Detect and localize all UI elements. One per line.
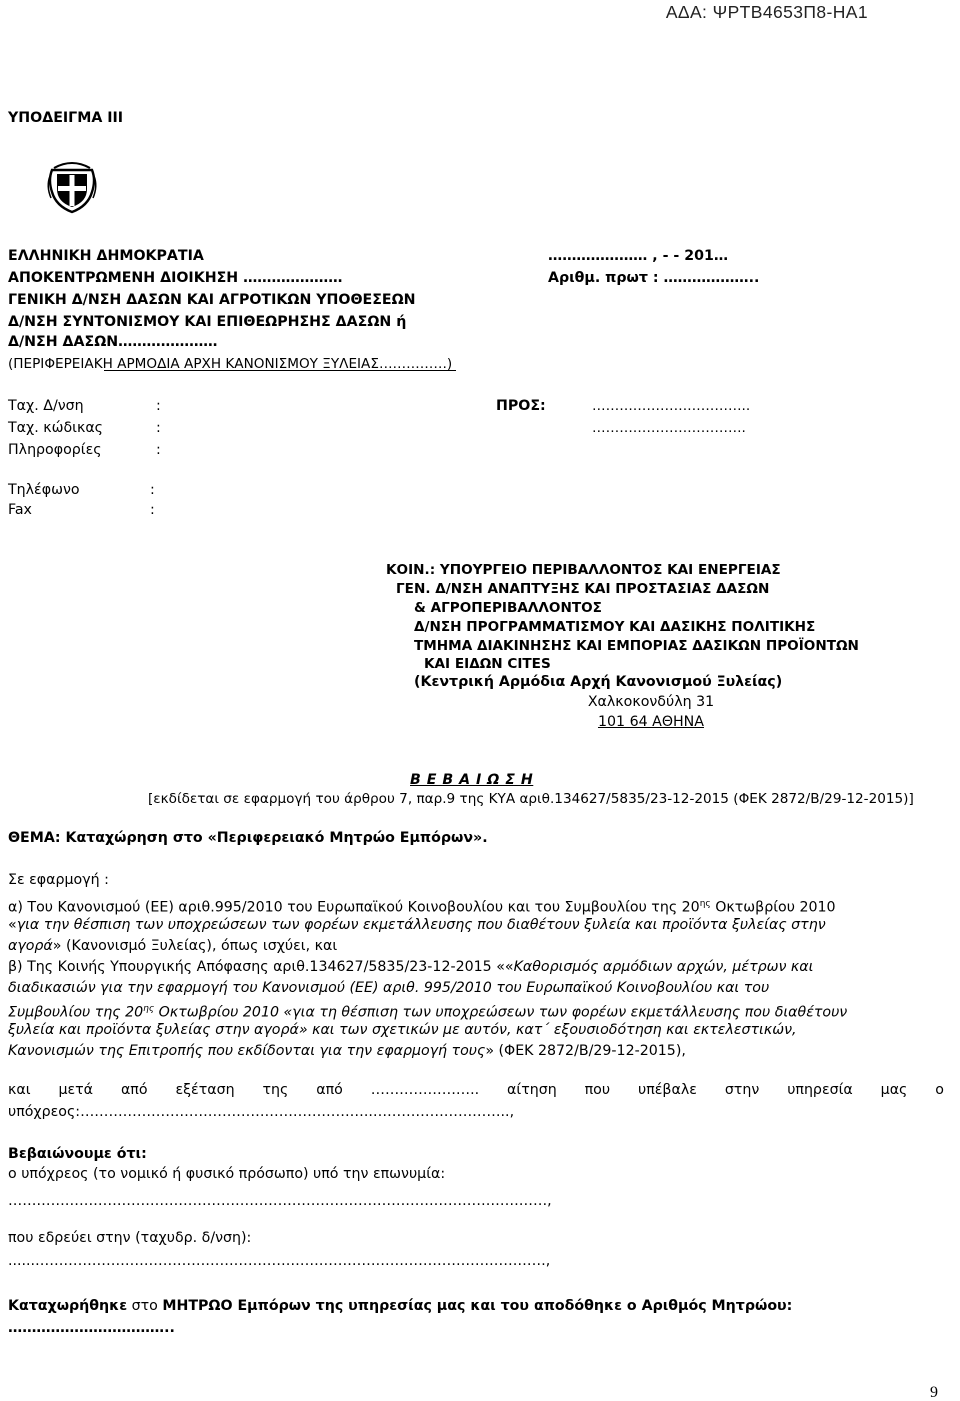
subject-line: ΘΕΜΑ: Καταχώρηση στο «Περιφερειακό Μητρώο Εμπόρων». bbox=[8, 830, 488, 846]
contact-fax-sep: : bbox=[150, 502, 155, 518]
contact-info-sep: : bbox=[156, 442, 161, 458]
header-divider bbox=[104, 370, 456, 371]
registered-bold-1: Καταχωρήθηκε bbox=[8, 1298, 128, 1314]
koin-label: ΚΟΙΝ.: bbox=[386, 562, 436, 578]
contact-phone-label: Τηλέφωνο bbox=[8, 482, 80, 498]
header-line-1: ΕΛΛΗΝΙΚΗ ΔΗΜΟΚΡΑΤΙΑ bbox=[8, 248, 204, 264]
gen-label: ΓΕΝ. bbox=[396, 581, 431, 597]
registered-line bbox=[8, 1298, 792, 1314]
gen-line bbox=[396, 581, 769, 597]
contact-fax-label: Fax bbox=[8, 502, 32, 518]
para-b-text-1: β) Της Κοινής Υπουργικής Απόφασης αριθ.134627/5835/23-12-2015 «« bbox=[8, 959, 514, 975]
greek-coat-of-arms-icon bbox=[44, 156, 100, 216]
contact-phone-sep: : bbox=[150, 482, 155, 498]
after-review-line-1: και μετά από εξέταση της από ………………….. αίτηση που υπέβαλε στην υπηρεσία μας ο bbox=[8, 1082, 944, 1098]
header-line-4: Δ/ΝΣΗ ΣΥΝΤΟΝΙΣΜΟΥ ΚΑΙ ΕΠΙΘΕΩΡΗΣΗΣ ΔΑΣΩΝ ή bbox=[8, 314, 407, 330]
para-a-quote-open: « bbox=[8, 917, 17, 933]
contact-info-label: Πληροφορίες bbox=[8, 442, 102, 458]
para-b-line-2: διαδικασιών για την εφαρμογή του Κανονισμού (ΕΕ) αριθ. 995/2010 του Ευρωπαϊκού Κοινοβουλίου και του bbox=[8, 980, 770, 996]
seat-line: που εδρεύει στην (ταχυδρ. δ/νση): bbox=[8, 1230, 252, 1246]
para-a-text-1b: Οκτωβρίου 2010 bbox=[710, 899, 836, 916]
para-a-line-3 bbox=[8, 935, 954, 957]
contact-address-label: Ταχ. Δ/νση bbox=[8, 398, 84, 414]
para-a-text-1: α) Του Κανονισμού (ΕΕ) αριθ.995/2010 του Ευρωπαϊκού Κοινοβουλίου και του Συμβουλίου της 20 bbox=[8, 899, 700, 916]
contact-postcode-label: Ταχ. κώδικας bbox=[8, 420, 103, 436]
koin-ministry: ΥΠΟΥΡΓΕΙΟ ΠΕΡΙΒΑΛΛΟΝΤΟΣ ΚΑΙ ΕΝΕΡΓΕΙΑΣ bbox=[439, 562, 781, 578]
protocol-number-line: Αριθμ. πρωτ : ……………….. bbox=[548, 270, 760, 286]
para-b-italic-5: Κανονισμών της Επιτροπής που εκδίδονται για την εφαρμογή τους bbox=[8, 1043, 486, 1059]
department-line-2: ΚΑΙ ΕΙΔΩΝ CITES bbox=[424, 656, 551, 672]
page-number: 9 bbox=[930, 1384, 938, 1401]
recipient-dots-1: …………………………….. bbox=[592, 398, 751, 414]
obligor-line: ο υπόχρεος (το νομικό ή φυσικό πρόσωπο) υπό την επωνυμία: bbox=[8, 1166, 446, 1182]
applying-label: Σε εφαρμογή : bbox=[8, 872, 109, 888]
para-b-italic-3b: Οκτωβρίου 2010 «για τη θέσπιση των υποχρεώσεων των φορέων εκμετάλλευσης που διαθέτουν bbox=[154, 1004, 848, 1021]
contact-address-sep: : bbox=[156, 398, 161, 414]
para-b-sup: ης bbox=[143, 1004, 155, 1014]
certify-label: Βεβαιώνουμε ότι: bbox=[8, 1146, 147, 1162]
recipient-dots-2: ……………………………. bbox=[592, 420, 746, 436]
date-line: ………………… , - - 201… bbox=[548, 248, 729, 264]
registered-plain: στο bbox=[127, 1298, 163, 1314]
para-b-line-1 bbox=[8, 956, 954, 978]
para-a-sup: ης bbox=[699, 899, 711, 909]
para-a-text-3: » (Κανονισμό Ξυλείας), όπως ισχύει, και bbox=[52, 938, 338, 954]
gen-directorate: Δ/ΝΣΗ ΑΝΑΠΤΥΞΗΣ ΚΑΙ ΠΡΟΣΤΑΣΙΑΣ ΔΑΣΩΝ bbox=[435, 581, 770, 597]
obligor-dots: ……………………………………………………………………………………………………, bbox=[8, 1193, 552, 1209]
para-a-italic-3: αγορά bbox=[8, 938, 53, 954]
para-b-italic-1: Καθορισμός αρμόδιων αρχών, μέτρων και bbox=[513, 959, 814, 975]
contact-postcode-sep: : bbox=[156, 420, 161, 436]
seat-dots: ......………………………………………………………………………………………………, bbox=[8, 1253, 551, 1269]
header-line-2: ΑΠΟΚΕΝΤΡΩΜΕΝΗ ΔΙΟΙΚΗΣΗ ………………… bbox=[8, 270, 343, 286]
central-authority: (Κεντρική Αρμόδια Αρχή Κανονισμού Ξυλείας) bbox=[414, 674, 783, 690]
gen-directorate-2: & ΑΓΡΟΠΕΡΙΒΑΛΛΟΝΤΟΣ bbox=[414, 600, 602, 616]
registered-bold-2: ΜΗΤΡΩΟ Εμπόρων της υπηρεσίας μας και του αποδόθηκε ο Αριθμός Μητρώου: bbox=[162, 1298, 793, 1314]
para-a-italic-2: για την θέσπιση των υποχρεώσεων των φορέων εκμετάλλευσης που διαθέτουν ξυλεία και προϊόντα ξυλείας στην bbox=[16, 917, 826, 933]
para-b-line-5 bbox=[8, 1040, 954, 1062]
header-line-3: ΓΕΝΙΚΗ Δ/ΝΣΗ ΔΑΣΩΝ ΚΑΙ ΑΓΡΟΤΙΚΩΝ ΥΠΟΘΕΣΕΩΝ bbox=[8, 292, 416, 308]
para-a-line-2 bbox=[8, 914, 954, 936]
header-regional-authority: (ΠΕΡΙΦΕΡΕΙΑΚΗ ΑΡΜΟΔΙΑ ΑΡΧΗ ΚΑΝΟΝΙΣΜΟΥ ΞΥΛΕΙΑΣ……………) bbox=[8, 356, 453, 372]
ada-watermark: ΑΔΑ: ΨΡΤΒ4653Π8-ΗΑ1 bbox=[665, 2, 868, 22]
para-b-line-4: ξυλεία και προϊόντα ξυλείας στην αγορά» και των σχετικών με αυτόν, κατ΄ εξουσιοδότηση και εκτελεστικών, bbox=[8, 1022, 797, 1038]
recipient-label: ΠΡΟΣ: bbox=[496, 398, 546, 414]
document-title: ΥΠΟΔΕΙΓΜΑ ΙΙΙ bbox=[8, 110, 124, 126]
para-b-italic-3a: Συμβουλίου της 20 bbox=[8, 1004, 144, 1021]
koin-line bbox=[386, 562, 781, 578]
directorate-line: Δ/ΝΣΗ ΠΡΟΓΡΑΜΜΑΤΙΣΜΟΥ ΚΑΙ ΔΑΣΙΚΗΣ ΠΟΛΙΤΙΚΗΣ bbox=[414, 619, 816, 635]
certificate-reference: [εκδίδεται σε εφαρμογή του άρθρου 7, παρ.9 της ΚΥΑ αριθ.134627/5835/23-12-2015 (ΦΕΚ 2872/Β/29-12-2015)] bbox=[148, 791, 914, 807]
certificate-title: Β Ε Β Α Ι Ω Σ Η bbox=[410, 772, 534, 788]
para-b-text-5: » (ΦΕΚ 2872/Β/29-12-2015), bbox=[485, 1043, 686, 1059]
address-city: 101 64 ΑΘΗΝΑ bbox=[597, 714, 704, 730]
header-line-5: Δ/ΝΣΗ ΔΑΣΩΝ………………… bbox=[8, 334, 218, 350]
address-street: Χαλκοκονδύλη 31 bbox=[587, 694, 715, 710]
after-review-line-2: υπόχρεος:……………………………………………………..……………………….., bbox=[8, 1104, 515, 1120]
registered-number-dots: …………………………….. bbox=[8, 1320, 175, 1336]
department-line: ΤΜΗΜΑ ΔΙΑΚΙΝΗΣΗΣ ΚΑΙ ΕΜΠΟΡΙΑΣ ΔΑΣΙΚΩΝ ΠΡΟΪΟΝΤΩΝ bbox=[414, 638, 859, 654]
